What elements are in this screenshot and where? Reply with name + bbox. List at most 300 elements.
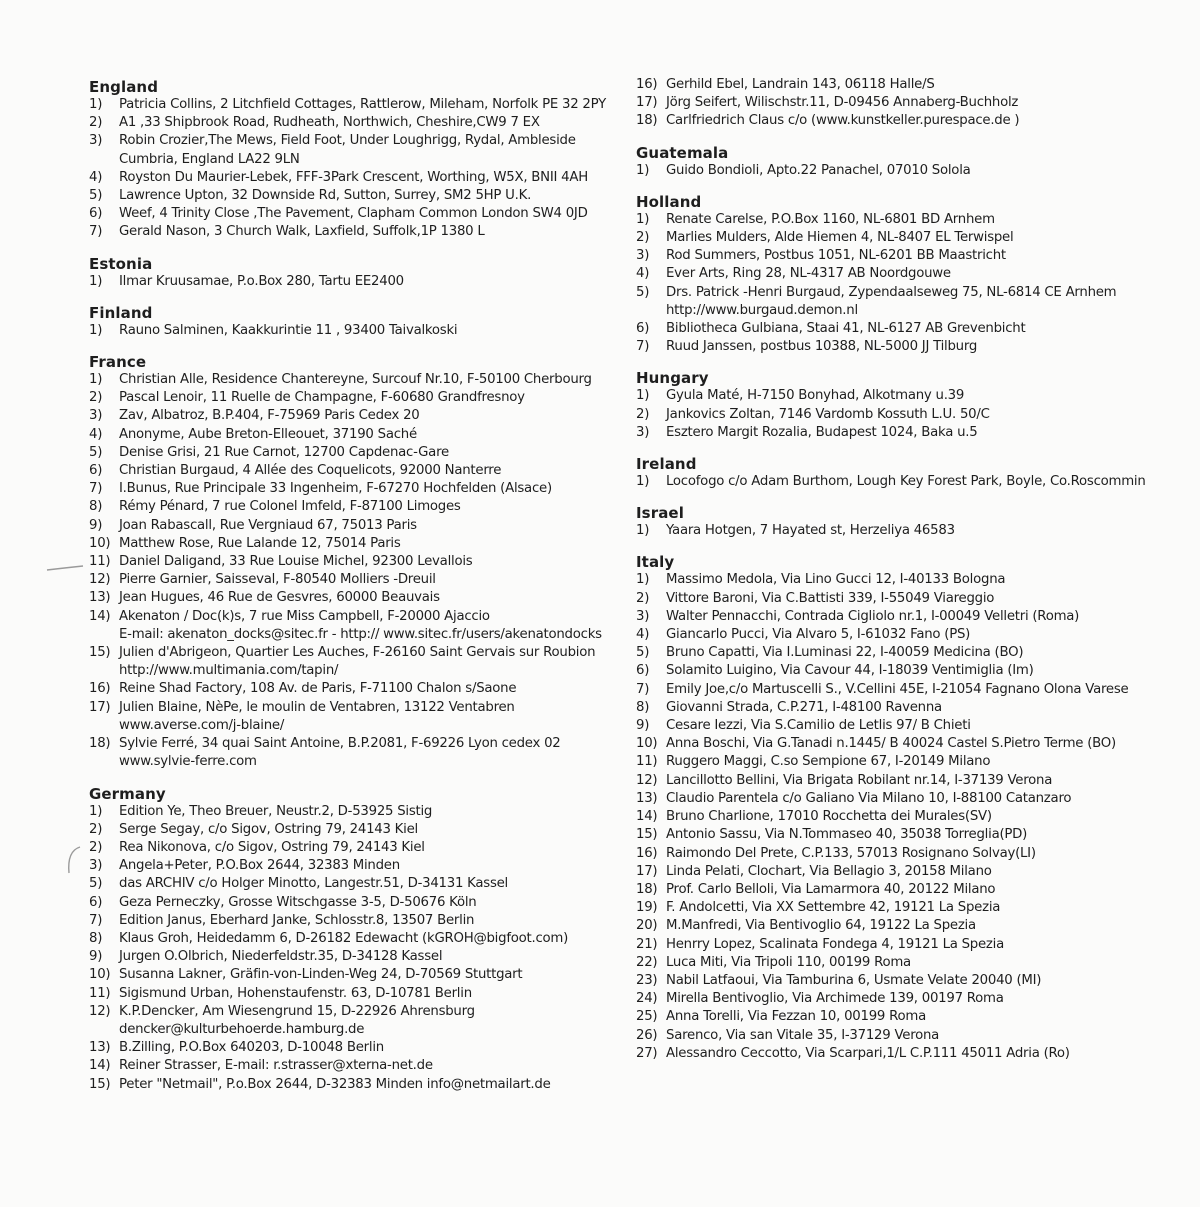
entry-text: Rémy Pénard, 7 rue Colonel Imfeld, F-87100 Limoges [119,499,461,515]
entry-text: Pierre Garnier, Saisseval, F-80540 Molliers -Dreuil [119,572,436,588]
entry-text: Drs. Patrick -Henri Burgaud, Zypendaalseweg 75, NL-6814 CE Arnhem [666,284,1117,300]
entry-text: Locofogo c/o Adam Burthom, Lough Key Forest Park, Boyle, Co.Roscommin [666,474,1146,490]
entry-text: Solamito Luigino, Via Cavour 44, I-18039 Ventimiglia (Im) [666,663,1034,679]
entry-number: 17) [89,699,111,715]
address-entry [636,1008,1176,1026]
entry-number: 7) [89,224,103,240]
entry-continuation: E-mail: akenaton_docks@sitec.fr - http:// www.sitec.fr/users/akenatondocks [119,626,602,642]
entry-number: 4) [636,627,650,643]
country-heading: Israel [636,504,684,523]
address-entry [636,247,1176,265]
entry-text: B.Zilling, P.O.Box 640203, D-10048 Berlin [119,1040,384,1056]
address-entry [89,371,609,389]
address-entry [89,273,609,291]
address-entry [89,114,609,132]
entry-continuation: http://www.burgaud.demon.nl [666,302,858,318]
address-entry [636,229,1176,247]
address-entry [636,881,1176,899]
address-entry [636,406,1176,424]
address-entry [89,608,609,644]
address-entry [89,571,609,589]
entry-text: Jörg Seifert, Wilischstr.11, D-09456 Annaberg-Buchholz [666,95,1019,111]
address-entry [89,389,609,407]
entry-text: Carlfriedrich Claus c/o (www.kunstkeller.purespace.de ) [666,113,1020,129]
address-list [636,211,1176,357]
address-entry [636,1027,1176,1045]
address-entry [636,162,1176,180]
address-entry [636,571,1176,589]
entry-number: 2) [89,821,103,837]
address-entry [89,1039,609,1057]
country-section-continued [636,76,1176,131]
entry-number: 14) [89,608,111,624]
address-entry [636,211,1176,229]
entry-text: Nabil Latfaoui, Via Tamburina 6, Usmate Velate 20040 (MI) [666,972,1042,988]
address-entry [636,320,1176,338]
entry-text: Robin Crozier,The Mews, Field Foot, Under Loughrigg, Rydal, Ambleside [119,133,576,149]
address-entry [636,626,1176,644]
entry-number: 18) [636,881,658,897]
entry-number: 9) [89,517,103,533]
entry-text: Jean Hugues, 46 Rue de Gesvres, 60000 Beauvais [119,590,440,606]
entry-text: Daniel Daligand, 33 Rue Louise Michel, 92300 Levallois [119,554,473,570]
address-entry [636,753,1176,771]
entry-number: 24) [636,991,658,1007]
entry-text: Marlies Mulders, Alde Hiemen 4, NL-8407 EL Terwispel [666,230,1014,246]
country-section-guatemala [636,144,1176,180]
entry-number: 6) [636,321,650,337]
entry-text: Akenaton / Doc(k)s, 7 rue Miss Campbell, F-20000 Ajaccio [119,608,490,624]
entry-text: Weef, 4 Trinity Close ,The Pavement, Clapham Common London SW4 0JD [119,206,588,222]
entry-text: Gerald Nason, 3 Church Walk, Laxfield, Suffolk,1P 1380 L [119,224,485,240]
address-list [89,803,609,1094]
entry-text: Esztero Margit Rozalia, Budapest 1024, Baka u.5 [666,424,978,440]
entry-text: Massimo Medola, Via Lino Gucci 12, I-40133 Bologna [666,572,1006,588]
address-entry [89,966,609,984]
entry-text: Luca Miti, Via Tripoli 110, 00199 Roma [666,954,911,970]
address-entry [89,517,609,535]
entry-number: 2) [636,590,650,606]
address-entry [89,535,609,553]
entry-number: 10) [636,736,658,752]
entry-text: Renate Carelse, P.O.Box 1160, NL-6801 BD Arnhem [666,211,995,227]
address-list [89,273,609,291]
entry-number: 18) [89,736,111,752]
entry-text: Alessandro Ceccotto, Via Scarpari,1/L C.P.111 45011 Adria (Ro) [666,1045,1070,1061]
entry-number: 1) [636,572,650,588]
address-entry [89,857,609,875]
entry-number: 16) [636,845,658,861]
country-heading: Italy [636,553,675,572]
entry-number: 15) [89,645,111,661]
left-column [89,78,609,1107]
entry-number: 5) [89,876,103,892]
entry-continuation: Cumbria, England LA22 9LN [119,151,300,167]
country-heading: Estonia [89,254,153,273]
address-entry [636,608,1176,626]
entry-text: Antonio Sassu, Via N.Tommaseo 40, 35038 Torreglia(PD) [666,827,1028,843]
entry-number: 8) [89,499,103,515]
address-list [636,76,1176,131]
entry-text: Angela+Peter, P.O.Box 2644, 32383 Minden [119,858,400,874]
country-heading: Germany [89,784,166,803]
entry-continuation: http://www.multimania.com/tapin/ [119,663,339,679]
address-entry [636,424,1176,442]
country-section-france [89,353,609,771]
entry-number: 13) [89,1040,111,1056]
address-list [636,387,1176,442]
address-entry [89,96,609,114]
address-entry [89,644,609,680]
entry-text: Christian Burgaud, 4 Allée des Coquelicots, 92000 Nanterre [119,463,502,479]
entry-text: Jankovics Zoltan, 7146 Vardomb Kossuth L.U. 50/C [666,406,990,422]
entry-number: 26) [636,1027,658,1043]
entry-text: Anna Boschi, Via G.Tanadi n.1445/ B 40024 Castel S.Pietro Terme (BO) [666,736,1116,752]
entry-text: Bruno Capatti, Via I.Luminasi 22, I-40059 Medicina (BO) [666,645,1024,661]
address-entry [636,644,1176,662]
entry-number: 25) [636,1009,658,1025]
entry-text: M.Manfredi, Via Bentivoglio 64, 19122 La Spezia [666,918,976,934]
entry-number: 8) [636,699,650,715]
address-entry [89,985,609,1003]
entry-number: 1) [636,474,650,490]
entry-text: Ruggero Maggi, C.so Sempione 67, I-20149 Milano [666,754,991,770]
address-list [89,96,609,242]
entry-text: das ARCHIV c/o Holger Minotto, Langestr.51, D-34131 Kassel [119,876,509,892]
address-entry [89,803,609,821]
entry-number: 1) [89,97,103,112]
entry-number: 7) [636,339,650,355]
address-entry [636,590,1176,608]
address-entry [636,681,1176,699]
entry-text: Rea Nikonova, c/o Sigov, Ostring 79, 24143 Kiel [119,839,425,855]
entry-text: Julien d'Abrigeon, Quartier Les Auches, F-26160 Saint Gervais sur Roubion [119,645,596,661]
entry-text: Giovanni Strada, C.P.271, I-48100 Ravenna [666,699,942,715]
entry-text: Gyula Maté, H-7150 Bonyhad, Alkotmany u.39 [666,388,965,404]
entry-text: Sarenco, Via san Vitale 35, I-37129 Verona [666,1027,940,1043]
entry-text: A1 ,33 Shipbrook Road, Rudheath, Northwich, Cheshire,CW9 7 EX [119,115,540,131]
address-entry [636,899,1176,917]
address-list [89,371,609,771]
address-entry [636,917,1176,935]
entry-number: 22) [636,954,658,970]
address-entry [636,954,1176,972]
country-heading: Ireland [636,455,697,474]
entry-text: Guido Bondioli, Apto.22 Panachel, 07010 Solola [666,162,971,178]
entry-number: 7) [89,481,103,497]
entry-text: Claudio Parentela c/o Galiano Via Milano 10, I-88100 Catanzaro [666,790,1072,806]
entry-text: Cesare Iezzi, Via S.Camilio de Letlis 97/ B Chieti [666,718,971,734]
address-list [636,162,1176,180]
entry-text: Edition Ye, Theo Breuer, Neustr.2, D-53925 Sistig [119,803,433,819]
entry-text: Ever Arts, Ring 28, NL-4317 AB Noordgouwe [666,266,951,282]
entry-text: Gerhild Ebel, Landrain 143, 06118 Halle/S [666,77,935,92]
address-entry [89,948,609,966]
entry-number: 10) [89,535,111,551]
address-entry [636,790,1176,808]
address-entry [636,972,1176,990]
entry-continuation: dencker@kulturbehoerde.hamburg.de [119,1021,365,1037]
entry-text: Peter "Netmail", P.o.Box 2644, D-32383 Minden info@netmailart.de [119,1076,551,1092]
entry-number: 12) [636,772,658,788]
entry-number: 20) [636,918,658,934]
address-entry [89,912,609,930]
entry-text: Christian Alle, Residence Chantereyne, Surcouf Nr.10, F-50100 Cherbourg [119,372,592,388]
address-entry [89,875,609,893]
entry-text: Geza Perneczky, Grosse Witschgasse 3-5, D-50676 Köln [119,894,477,910]
address-entry [89,444,609,462]
entry-number: 7) [636,681,650,697]
entry-text: Rauno Salminen, Kaakkurintie 11 , 93400 Taivalkoski [119,322,458,338]
entry-text: Prof. Carlo Belloli, Via Lamarmora 40, 20122 Milano [666,881,996,897]
entry-text: K.P.Dencker, Am Wiesengrund 15, D-22926 Ahrensburg [119,1003,475,1019]
entry-number: 3) [89,408,103,424]
pencil-dash-mark [46,565,84,571]
entry-number: 11) [89,554,111,570]
entry-text: Jurgen O.Olbrich, Niederfeldstr.35, D-34128 Kassel [119,949,443,965]
address-entry [89,169,609,187]
address-entry [636,699,1176,717]
address-list [636,571,1176,1062]
entry-number: 13) [636,790,658,806]
entry-text: Royston Du Maurier-Lebek, FFF-3Park Crescent, Worthing, W5X, BNII 4AH [119,169,588,185]
address-entry [636,1045,1176,1063]
entry-number: 11) [89,985,111,1001]
entry-text: F. Andolcetti, Via XX Settembre 42, 19121 La Spezia [666,900,1001,916]
address-entry [636,112,1176,130]
entry-text: Zav, Albatroz, B.P.404, F-75969 Paris Cedex 20 [119,408,420,424]
entry-number: 2) [636,406,650,422]
entry-number: 6) [636,663,650,679]
address-entry [636,284,1176,320]
entry-text: Denise Grisi, 21 Rue Carnot, 12700 Capdenac-Gare [119,444,449,460]
entry-number: 3) [89,133,103,149]
entry-number: 1) [89,322,103,338]
address-entry [636,387,1176,405]
country-section-italy [636,553,1176,1062]
entry-number: 9) [636,718,650,734]
entry-text: Walter Pennacchi, Contrada Cigliolo nr.1, I-00049 Velletri (Roma) [666,608,1080,624]
entry-number: 27) [636,1045,658,1061]
entry-text: Mirella Bentivoglio, Via Archimede 139, 00197 Roma [666,991,1004,1007]
country-heading: Hungary [636,369,709,388]
country-heading: England [89,78,159,96]
right-column [636,76,1176,1076]
entry-number: 12) [89,572,111,588]
entry-number: 16) [636,77,658,92]
entry-number: 14) [636,809,658,825]
address-entry [636,717,1176,735]
pencil-bracket-mark [64,845,82,875]
entry-number: 2) [89,115,103,131]
entry-number: 5) [636,645,650,661]
entry-number: 9) [89,949,103,965]
entry-number: 1) [89,803,103,819]
entry-number: 6) [89,463,103,479]
address-entry [89,589,609,607]
entry-number: 6) [89,206,103,222]
address-entry [636,990,1176,1008]
country-section-germany [89,785,609,1094]
entry-number: 8) [89,930,103,946]
address-list [636,473,1176,491]
entry-text: Edition Janus, Eberhard Janke, Schlosstr.8, 13507 Berlin [119,912,475,928]
entry-number: 1) [89,273,103,289]
entry-number: 1) [636,388,650,404]
address-entry [89,553,609,571]
address-entry [89,680,609,698]
address-entry [636,338,1176,356]
entry-number: 4) [89,426,103,442]
entry-text: Ruud Janssen, postbus 10388, NL-5000 JJ Tilburg [666,339,978,355]
address-entry [636,845,1176,863]
country-heading: Holland [636,192,702,211]
entry-text: Klaus Groh, Heidedamm 6, D-26182 Edewacht (kGROH@bigfoot.com) [119,930,569,946]
entry-number: 3) [636,608,650,624]
entry-text: Bruno Charlione, 17010 Rocchetta dei Murales(SV) [666,809,992,825]
address-entry [89,223,609,241]
country-section-holland [636,193,1176,357]
entry-text: Sylvie Ferré, 34 quai Saint Antoine, B.P.2081, F-69226 Lyon cedex 02 [119,736,561,752]
entry-number: 5) [636,284,650,300]
entry-number: 1) [89,372,103,388]
entry-text: Anna Torelli, Via Fezzan 10, 00199 Roma [666,1009,926,1025]
country-section-estonia [89,255,609,291]
entry-number: 16) [89,681,111,697]
entry-text: Raimondo Del Prete, C.P.133, 57013 Rosignano Solvay(LI) [666,845,1036,861]
address-entry [89,322,609,340]
entry-number: 14) [89,1058,111,1074]
address-entry [636,936,1176,954]
entry-text: Henrry Lopez, Scalinata Fondega 4, 19121 La Spezia [666,936,1004,952]
country-section-ireland [636,455,1176,491]
entry-number: 19) [636,900,658,916]
address-entry [636,772,1176,790]
entry-number: 10) [89,967,111,983]
address-entry [636,522,1176,540]
address-entry [89,498,609,516]
entry-text: Yaara Hotgen, 7 Hayated st, Herzeliya 46583 [666,523,955,539]
entry-number: 18) [636,113,658,129]
country-section-hungary [636,369,1176,442]
address-entry [89,930,609,948]
entry-text: Patricia Collins, 2 Litchfield Cottages, Rattlerow, Mileham, Norfolk PE 32 2PY [119,97,606,112]
entry-text: Vittore Baroni, Via C.Battisti 339, I-55049 Viareggio [666,590,995,606]
entry-text: Susanna Lakner, Gräfin-von-Linden-Weg 24, D-70569 Stuttgart [119,967,523,983]
entry-number: 6) [89,894,103,910]
entry-number: 3) [89,858,103,874]
country-heading: Finland [89,303,153,322]
address-entry [636,94,1176,112]
entry-text: Lancillotto Bellini, Via Brigata Robilant nr.14, I-37139 Verona [666,772,1053,788]
address-entry [89,205,609,223]
address-list [636,522,1176,540]
entry-number: 15) [636,827,658,843]
address-entry [89,132,609,168]
entry-text: Linda Pelati, Clochart, Via Bellagio 3, 20158 Milano [666,863,992,879]
country-section-israel [636,504,1176,540]
entry-number: 4) [89,169,103,185]
entry-number: 4) [636,266,650,282]
entry-text: Julien Blaine, NèPe, le moulin de Ventabren, 13122 Ventabren [119,699,515,715]
entry-text: Reiner Strasser, E-mail: r.strasser@xterna-net.de [119,1058,433,1074]
address-entry [89,1057,609,1075]
entry-text: Ilmar Kruusamae, P.o.Box 280, Tartu EE2400 [119,273,404,289]
entry-continuation: www.averse.com/j-blaine/ [119,717,285,733]
entry-text: Reine Shad Factory, 108 Av. de Paris, F-71100 Chalon s/Saone [119,681,517,697]
address-entry [89,821,609,839]
address-entry [636,76,1176,94]
entry-text: Lawrence Upton, 32 Downside Rd, Sutton, Surrey, SM2 5HP U.K. [119,188,532,204]
entry-number: 5) [89,444,103,460]
entry-continuation: www.sylvie-ferre.com [119,754,257,770]
entry-number: 1) [636,523,650,539]
entry-text: Anonyme, Aube Breton-Elleouet, 37190 Saché [119,426,417,442]
address-entry [89,1076,609,1094]
entry-text: Rod Summers, Postbus 1051, NL-6201 BB Maastricht [666,248,1006,264]
entry-number: 23) [636,972,658,988]
country-heading: France [89,353,147,372]
address-entry [89,1003,609,1039]
entry-number: 17) [636,95,658,111]
address-entry [89,735,609,771]
address-entry [89,839,609,857]
entry-text: Joan Rabascall, Rue Vergniaud 67, 75013 Paris [119,517,417,533]
address-entry [636,826,1176,844]
entry-number: 13) [89,590,111,606]
address-entry [89,480,609,498]
address-list [89,322,609,340]
address-entry [636,662,1176,680]
address-entry [89,699,609,735]
entry-text: Giancarlo Pucci, Via Alvaro 5, I-61032 Fano (PS) [666,627,971,643]
address-entry [89,187,609,205]
entry-number: 2) [636,230,650,246]
address-entry [636,735,1176,753]
entry-number: 12) [89,1003,111,1019]
entry-number: 2) [89,839,103,855]
address-entry [636,863,1176,881]
address-entry [636,473,1176,491]
entry-text: Bibliotheca Gulbiana, Staai 41, NL-6127 AB Grevenbicht [666,321,1026,337]
country-heading: Guatemala [636,143,729,162]
entry-text: Matthew Rose, Rue Lalande 12, 75014 Paris [119,535,401,551]
entry-text: Emily Joe,c/o Martuscelli S., V.Cellini 45E, I-21054 Fagnano Olona Varese [666,681,1129,697]
country-section-finland [89,304,609,340]
entry-number: 17) [636,863,658,879]
address-entry [636,265,1176,283]
entry-number: 21) [636,936,658,952]
entry-number: 15) [89,1076,111,1092]
address-entry [89,426,609,444]
country-section-england [89,78,609,242]
entry-number: 2) [89,390,103,406]
entry-number: 1) [636,162,650,178]
entry-number: 11) [636,754,658,770]
entry-text: Sigismund Urban, Hohenstaufenstr. 63, D-10781 Berlin [119,985,472,1001]
entry-text: I.Bunus, Rue Principale 33 Ingenheim, F-67270 Hochfelden (Alsace) [119,481,552,497]
entry-text: Serge Segay, c/o Sigov, Ostring 79, 24143 Kiel [119,821,418,837]
entry-number: 5) [89,188,103,204]
address-entry [636,808,1176,826]
entry-text: Pascal Lenoir, 11 Ruelle de Champagne, F-60680 Grandfresnoy [119,390,525,406]
entry-number: 7) [89,912,103,928]
address-entry [89,407,609,425]
address-entry [89,462,609,480]
entry-number: 1) [636,211,650,227]
entry-number: 3) [636,424,650,440]
entry-number: 3) [636,248,650,264]
